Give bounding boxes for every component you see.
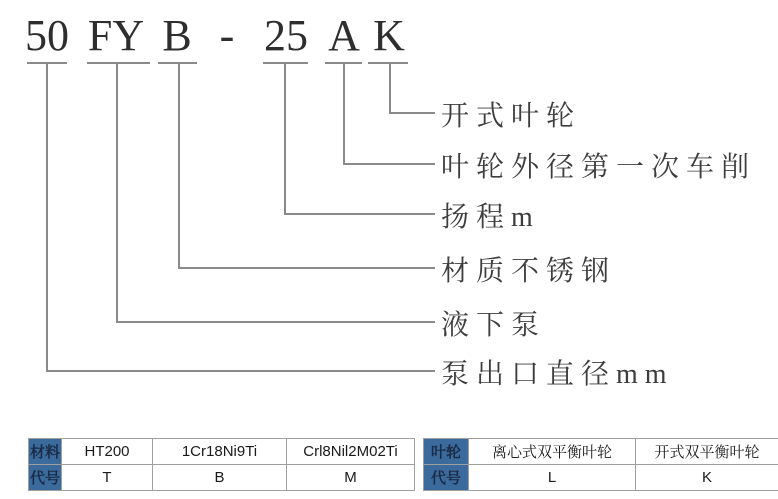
table-cell: 离心式双平衡叶轮 <box>469 439 636 465</box>
table-cell: HT200 <box>62 439 153 465</box>
code-meaning-label: 叶轮外径第一次车削 <box>441 152 757 183</box>
material-code-table <box>28 438 415 491</box>
table-row <box>424 439 778 465</box>
table-cell: 1Cr18Ni9Ti <box>153 439 287 465</box>
code-segment: 50 <box>25 11 69 60</box>
connector-line <box>46 64 435 372</box>
code-segment: B <box>162 11 192 60</box>
table-cell: T <box>62 465 153 491</box>
impeller-code-table <box>423 438 778 491</box>
table-row <box>29 465 415 491</box>
code-segment: K <box>373 11 405 60</box>
code-meaning-label: 开式叶轮 <box>441 101 582 132</box>
table-cell: M <box>287 465 415 491</box>
table-cell: L <box>469 465 636 491</box>
table-header-cell: 材料 <box>29 439 62 465</box>
code-meaning-label: 材质不锈钢 <box>441 256 617 287</box>
code-segment: FY <box>87 11 145 60</box>
table-header-cell: 代号 <box>29 465 62 491</box>
code-segment: A <box>328 11 360 60</box>
code-meaning-label: 液下泵 <box>441 310 547 341</box>
table-header-cell: 代号 <box>424 465 469 491</box>
code-meaning-label: 扬程m <box>441 202 540 233</box>
code-segment: 25 <box>264 11 308 60</box>
table-row <box>424 465 778 491</box>
table-row <box>29 439 415 465</box>
table-header-cell: 叶轮 <box>424 439 469 465</box>
code-segment: - <box>219 11 235 60</box>
table-cell: K <box>636 465 778 491</box>
table-cell: Crl8Nil2M02Ti <box>287 439 415 465</box>
code-meaning-label: 泵出口直径mm <box>441 359 674 390</box>
table-cell: 开式双平衡叶轮 <box>636 439 778 465</box>
table-cell: B <box>153 465 287 491</box>
